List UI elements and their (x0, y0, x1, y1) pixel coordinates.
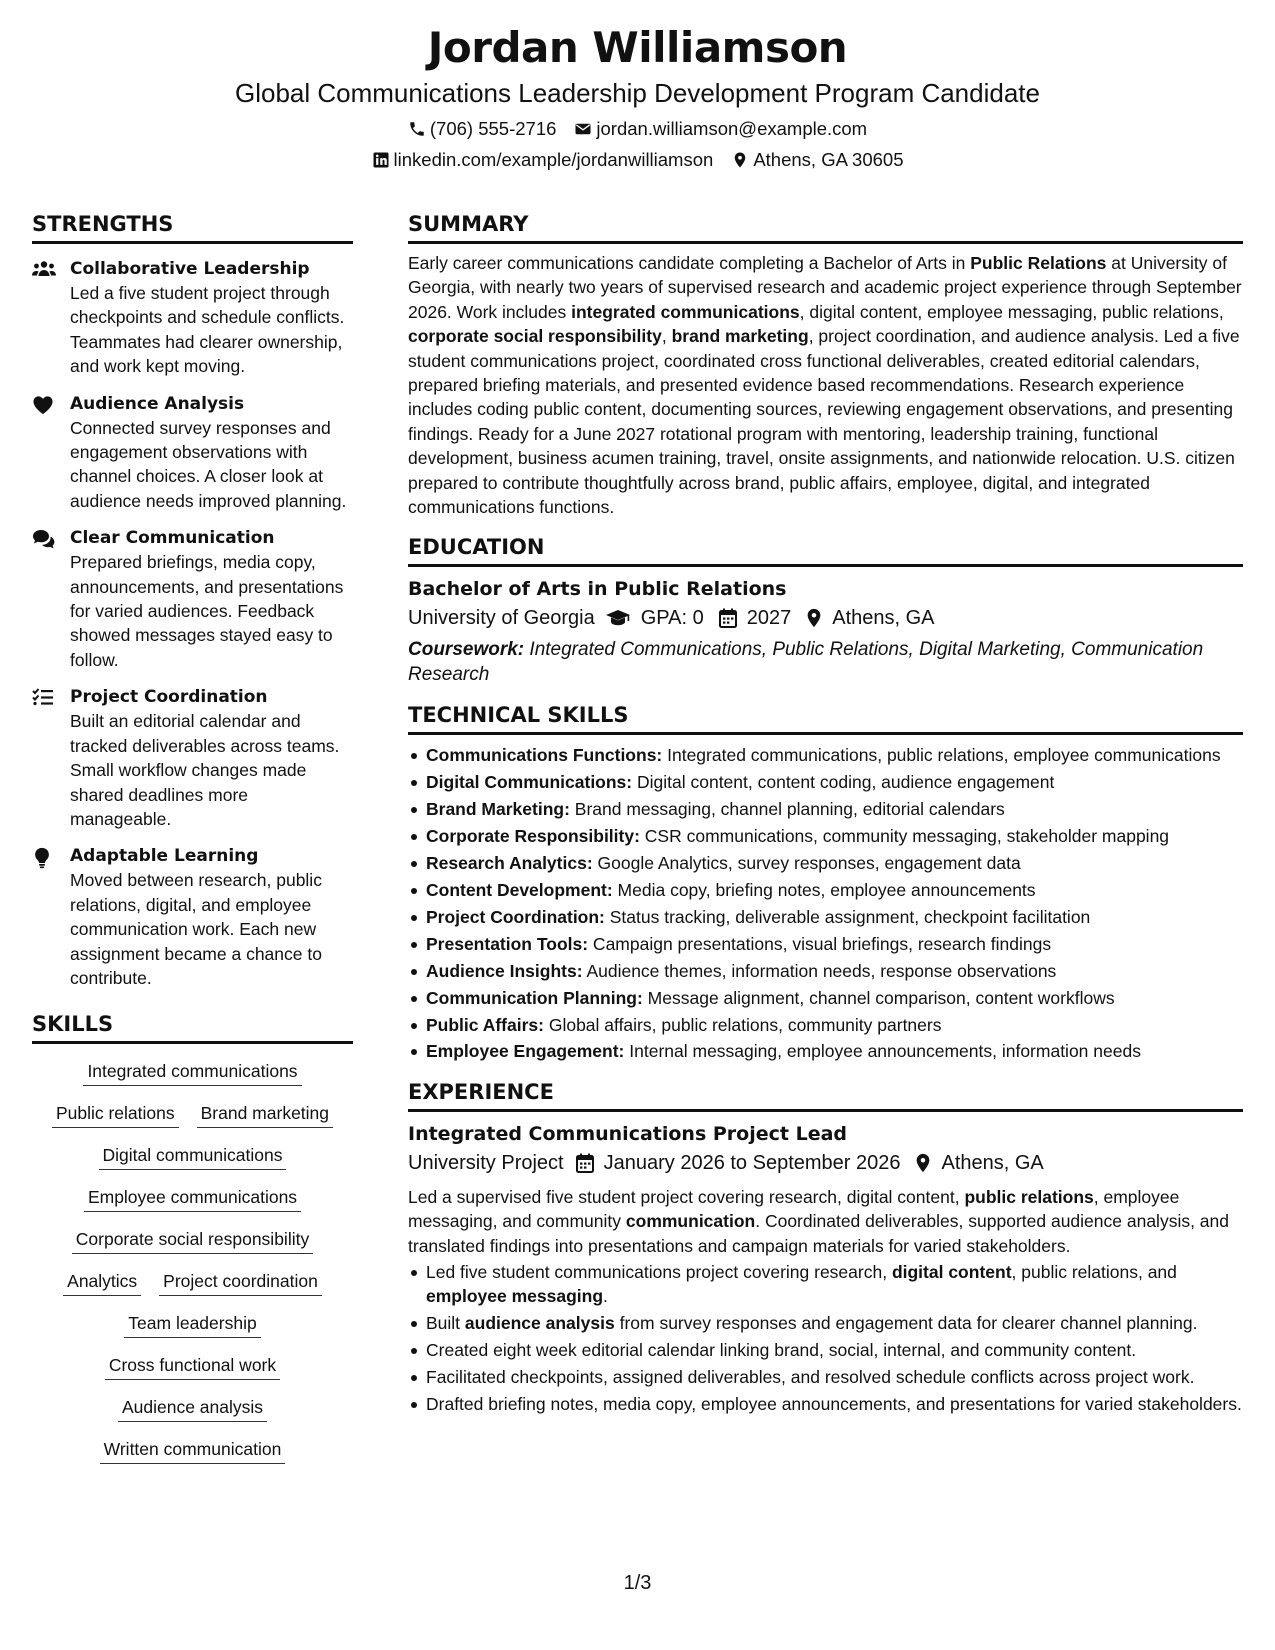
job-title: Integrated Communications Project Lead (408, 1122, 848, 1145)
skill-row (32, 1186, 353, 1212)
skill-row (32, 1144, 353, 1170)
linkedin-link[interactable]: linkedin.com/example/jordanwilliamson (393, 149, 714, 170)
strength-title: Adaptable Learning (70, 846, 259, 867)
technical-skill-item (408, 824, 1243, 848)
strength-item (32, 526, 353, 672)
technical-skill-item (408, 878, 1243, 902)
summary-section (408, 210, 1243, 519)
skill-tag: Digital communications (99, 1144, 287, 1170)
contact-linkedin[interactable] (372, 148, 714, 172)
skill-tag: Brand marketing (197, 1102, 333, 1128)
skills-section (32, 1010, 353, 1464)
education-section (408, 533, 1243, 687)
skill-details: Global affairs, public relations, community partners (543, 1014, 942, 1035)
skill-tag: Analytics (63, 1270, 141, 1296)
skill-category: Presentation Tools: (426, 933, 589, 954)
skill-row (32, 1396, 353, 1422)
contact-phone (408, 117, 557, 141)
bold-text: brand marketing (671, 326, 809, 347)
technical-skills-heading: TECHNICAL SKILLS (408, 701, 1243, 735)
skill-category: Audience Insights: (426, 960, 583, 981)
skill-row (32, 1354, 353, 1380)
skill-category: Research Analytics: (426, 853, 593, 874)
comments-icon (32, 529, 56, 549)
location-text: Athens, GA 30605 (753, 149, 904, 170)
skill-details: Status tracking, deliverable assignment, checkpoint facilitation (604, 906, 1091, 927)
technical-skill-item (408, 932, 1243, 956)
skill-category: Communications Functions: (426, 745, 663, 766)
gpa-text: GPA: 0 (640, 607, 704, 630)
linkedin-icon (372, 151, 390, 169)
text-run: , (661, 326, 672, 347)
strength-desc: Moved between research, public relations, digital, and employee communication work. Each new assignment became a chance to contribute. (70, 870, 322, 988)
summary-heading: SUMMARY (408, 210, 1243, 244)
skill-details: Media copy, briefing notes, employee announcements (612, 880, 1036, 900)
text-run: Led a supervised five student project covering research, digital content, (408, 1186, 965, 1207)
skill-category: Public Affairs: (426, 1014, 544, 1035)
strength-item (32, 844, 353, 990)
school-name: University of Georgia (408, 607, 595, 630)
right-column (408, 210, 1243, 1419)
strength-item (32, 392, 353, 514)
text-run: . (603, 1286, 608, 1307)
phone-icon (408, 120, 426, 138)
text-run: Created eight week editorial calendar linking brand, social, internal, and community content. (426, 1340, 1137, 1361)
skill-category: Brand Marketing: (426, 799, 570, 820)
experience-heading: EXPERIENCE (408, 1078, 1243, 1112)
lightbulb-icon (32, 847, 52, 869)
skill-details: Message alignment, channel comparison, content workflows (642, 987, 1115, 1008)
skill-details: Internal messaging, employee announcements, information needs (624, 1041, 1141, 1062)
calendar-icon (719, 608, 737, 628)
skill-tag: Employee communications (84, 1186, 301, 1212)
experience-section (408, 1078, 1243, 1417)
skill-details: CSR communications, community messaging, stakeholder mapping (639, 826, 1170, 847)
job-bullet (408, 1338, 1243, 1362)
heart-icon (32, 395, 54, 415)
education-meta (408, 604, 1243, 632)
skill-details: Digital content, content coding, audience engagement (632, 772, 1055, 793)
text-run: , public relations, and (1011, 1262, 1177, 1283)
bold-text: corporate social responsibility (408, 326, 662, 347)
skill-tag: Cross functional work (105, 1354, 280, 1380)
strength-title: Audience Analysis (70, 393, 245, 414)
technical-skills-list (408, 743, 1243, 1063)
skill-details: Brand messaging, channel planning, editorial calendars (569, 799, 1005, 820)
skill-details: Integrated communications, public relations, employee communications (662, 745, 1221, 766)
bold-text: digital content (891, 1262, 1012, 1283)
job-dates: January 2026 to September 2026 (603, 1151, 901, 1174)
contact-email[interactable] (574, 117, 867, 141)
text-run: Drafted briefing notes, media copy, employee announcements, and presentations for varied stakeholders. (426, 1394, 1242, 1415)
strength-title: Project Coordination (70, 687, 268, 708)
page-number: 1/3 (623, 1572, 652, 1594)
skill-tag: Project coordination (159, 1270, 322, 1296)
bold-text: communication (625, 1211, 756, 1232)
job-bullet (408, 1392, 1243, 1416)
strength-title: Collaborative Leadership (70, 259, 310, 279)
skill-category: Corporate Responsibility: (426, 826, 640, 847)
technical-skill-item (408, 1013, 1243, 1037)
coursework-list: Integrated Communications, Public Relations, Digital Marketing, Communication Research (408, 639, 1204, 686)
skills-heading: SKILLS (32, 1010, 353, 1044)
technical-skill-item (408, 1039, 1243, 1063)
skill-tag: Written communication (100, 1438, 286, 1464)
job-org: University Project (408, 1151, 564, 1174)
map-pin-icon (806, 608, 822, 628)
strength-desc: Built an editorial calendar and tracked deliverables across teams. Small workflow changes made shared deadlines more manageable. (70, 711, 340, 829)
candidate-name: Jordan Williamson (427, 23, 848, 72)
calendar-icon (576, 1153, 594, 1173)
bold-text: employee messaging (426, 1286, 604, 1307)
strengths-section (32, 210, 353, 990)
map-pin-icon (731, 151, 749, 169)
job-location: Athens, GA (941, 1151, 1044, 1174)
strength-item (32, 257, 353, 379)
skill-tag: Public relations (52, 1102, 179, 1128)
technical-skill-item (408, 743, 1243, 767)
map-pin-icon (915, 1153, 931, 1173)
summary-text (408, 251, 1243, 519)
skill-tag: Audience analysis (118, 1396, 267, 1422)
skill-category: Communication Planning: (426, 987, 643, 1008)
skill-row (32, 1102, 353, 1128)
technical-skill-item (408, 797, 1243, 821)
skill-category: Content Development: (426, 880, 613, 900)
bold-text: public relations (964, 1186, 1094, 1207)
skill-tag: Integrated communications (83, 1060, 301, 1086)
contact-location (731, 148, 903, 172)
strength-desc: Led a five student project through checkpoints and schedule conflicts. Teammates had clearer ownership, and work kept moving. (70, 283, 345, 377)
skill-tag: Corporate social responsibility (72, 1228, 313, 1254)
technical-skill-item (408, 986, 1243, 1010)
coursework-label: Coursework: (408, 639, 525, 661)
job-bullets (408, 1260, 1243, 1416)
technical-skill-item (408, 851, 1243, 875)
job-summary (408, 1185, 1243, 1258)
skill-tag: Team leadership (124, 1312, 260, 1338)
strength-desc: Prepared briefings, media copy, announcements, and presentations for varied audiences. Feedback showed messages stayed easy to follow. (70, 552, 344, 670)
left-column (32, 210, 353, 1464)
text-run: . Coordinated deliverables, supported audience analysis, and translated findings into presentations and campaign materials for varied stakeholders. (408, 1211, 1230, 1256)
candidate-subtitle: Global Communications Leadership Development Program Candidate (235, 78, 1040, 108)
graduation-cap-icon (605, 609, 631, 627)
skill-category: Project Coordination: (426, 906, 605, 927)
skill-row (32, 1270, 353, 1296)
email-link[interactable]: jordan.williamson@example.com (596, 118, 868, 139)
text-run: Facilitated checkpoints, assigned deliverables, and resolved schedule conflicts across project work. (426, 1367, 1195, 1388)
resume-header (0, 22, 1275, 172)
skill-row (32, 1438, 353, 1464)
skill-details: Google Analytics, survey responses, engagement data (592, 853, 1021, 874)
text-run: at University of Georgia, with nearly two years of supervised research and academic project experience through September 2026. Work includes (408, 253, 1242, 322)
envelope-icon (574, 120, 592, 138)
technical-skill-item (408, 905, 1243, 929)
text-run: , employee messaging, and community (408, 1186, 1180, 1232)
education-location: Athens, GA (832, 607, 935, 630)
education-heading: EDUCATION (408, 533, 1243, 567)
strength-title: Clear Communication (70, 528, 275, 549)
job-bullet (408, 1260, 1243, 1309)
skill-row (32, 1228, 353, 1254)
text-run: , digital content, employee messaging, public relations, (799, 301, 1224, 322)
technical-skill-item (408, 770, 1243, 794)
skill-row (32, 1060, 353, 1086)
strengths-heading: STRENGTHS (32, 210, 353, 244)
job-bullet (408, 1365, 1243, 1389)
skill-category: Digital Communications: (426, 772, 633, 793)
skill-row (32, 1312, 353, 1338)
text-run: Led five student communications project covering research, (426, 1262, 892, 1283)
checklist-icon (32, 688, 54, 706)
contact-row-1 (0, 117, 1275, 141)
coursework (408, 637, 1243, 687)
bold-text: audience analysis (464, 1313, 615, 1334)
bold-text: Public Relations (970, 253, 1107, 273)
contact-row-2 (0, 148, 1275, 172)
text-run: Early career communications candidate completing a Bachelor of Arts in (408, 253, 971, 273)
skill-details: Audience themes, information needs, response observations (582, 960, 1057, 981)
job-bullet (408, 1311, 1243, 1335)
strength-item (32, 685, 353, 831)
strength-desc: Connected survey responses and engagement observations with channel choices. A closer look at audience needs improved planning. (70, 417, 347, 511)
phone-text: (706) 555-2716 (429, 118, 557, 139)
text-run: from survey responses and engagement data for clearer channel planning. (614, 1313, 1198, 1334)
text-run: Built (426, 1313, 465, 1334)
degree-title: Bachelor of Arts in Public Relations (408, 578, 787, 601)
skill-category: Employee Engagement: (426, 1041, 625, 1062)
bold-text: integrated communications (571, 301, 800, 322)
users-icon (32, 260, 56, 278)
skill-details: Campaign presentations, visual briefings, research findings (588, 933, 1052, 954)
technical-skills-section (408, 701, 1243, 1063)
job-meta (408, 1149, 1243, 1177)
text-run: , project coordination, and audience analysis. Led a five student communications project, coordinated cross functional deliverables, created editorial calendars, prepared briefing materials, and presented evidence based recommendations. Research experience includes coding public content, documenting sources, reviewing engagement observations, and presenting findings. Ready for a June 2027 rotational program with mentoring, leadership training, functional development, business acumen training, travel, onsite assignments, and nationwide relocation. U.S. citizen prepared to contribute thoughtfully across brand, public affairs, employee, digital, and integrated communications functions. (408, 326, 1240, 518)
graduation-year: 2027 (746, 607, 792, 630)
technical-skill-item (408, 959, 1243, 983)
